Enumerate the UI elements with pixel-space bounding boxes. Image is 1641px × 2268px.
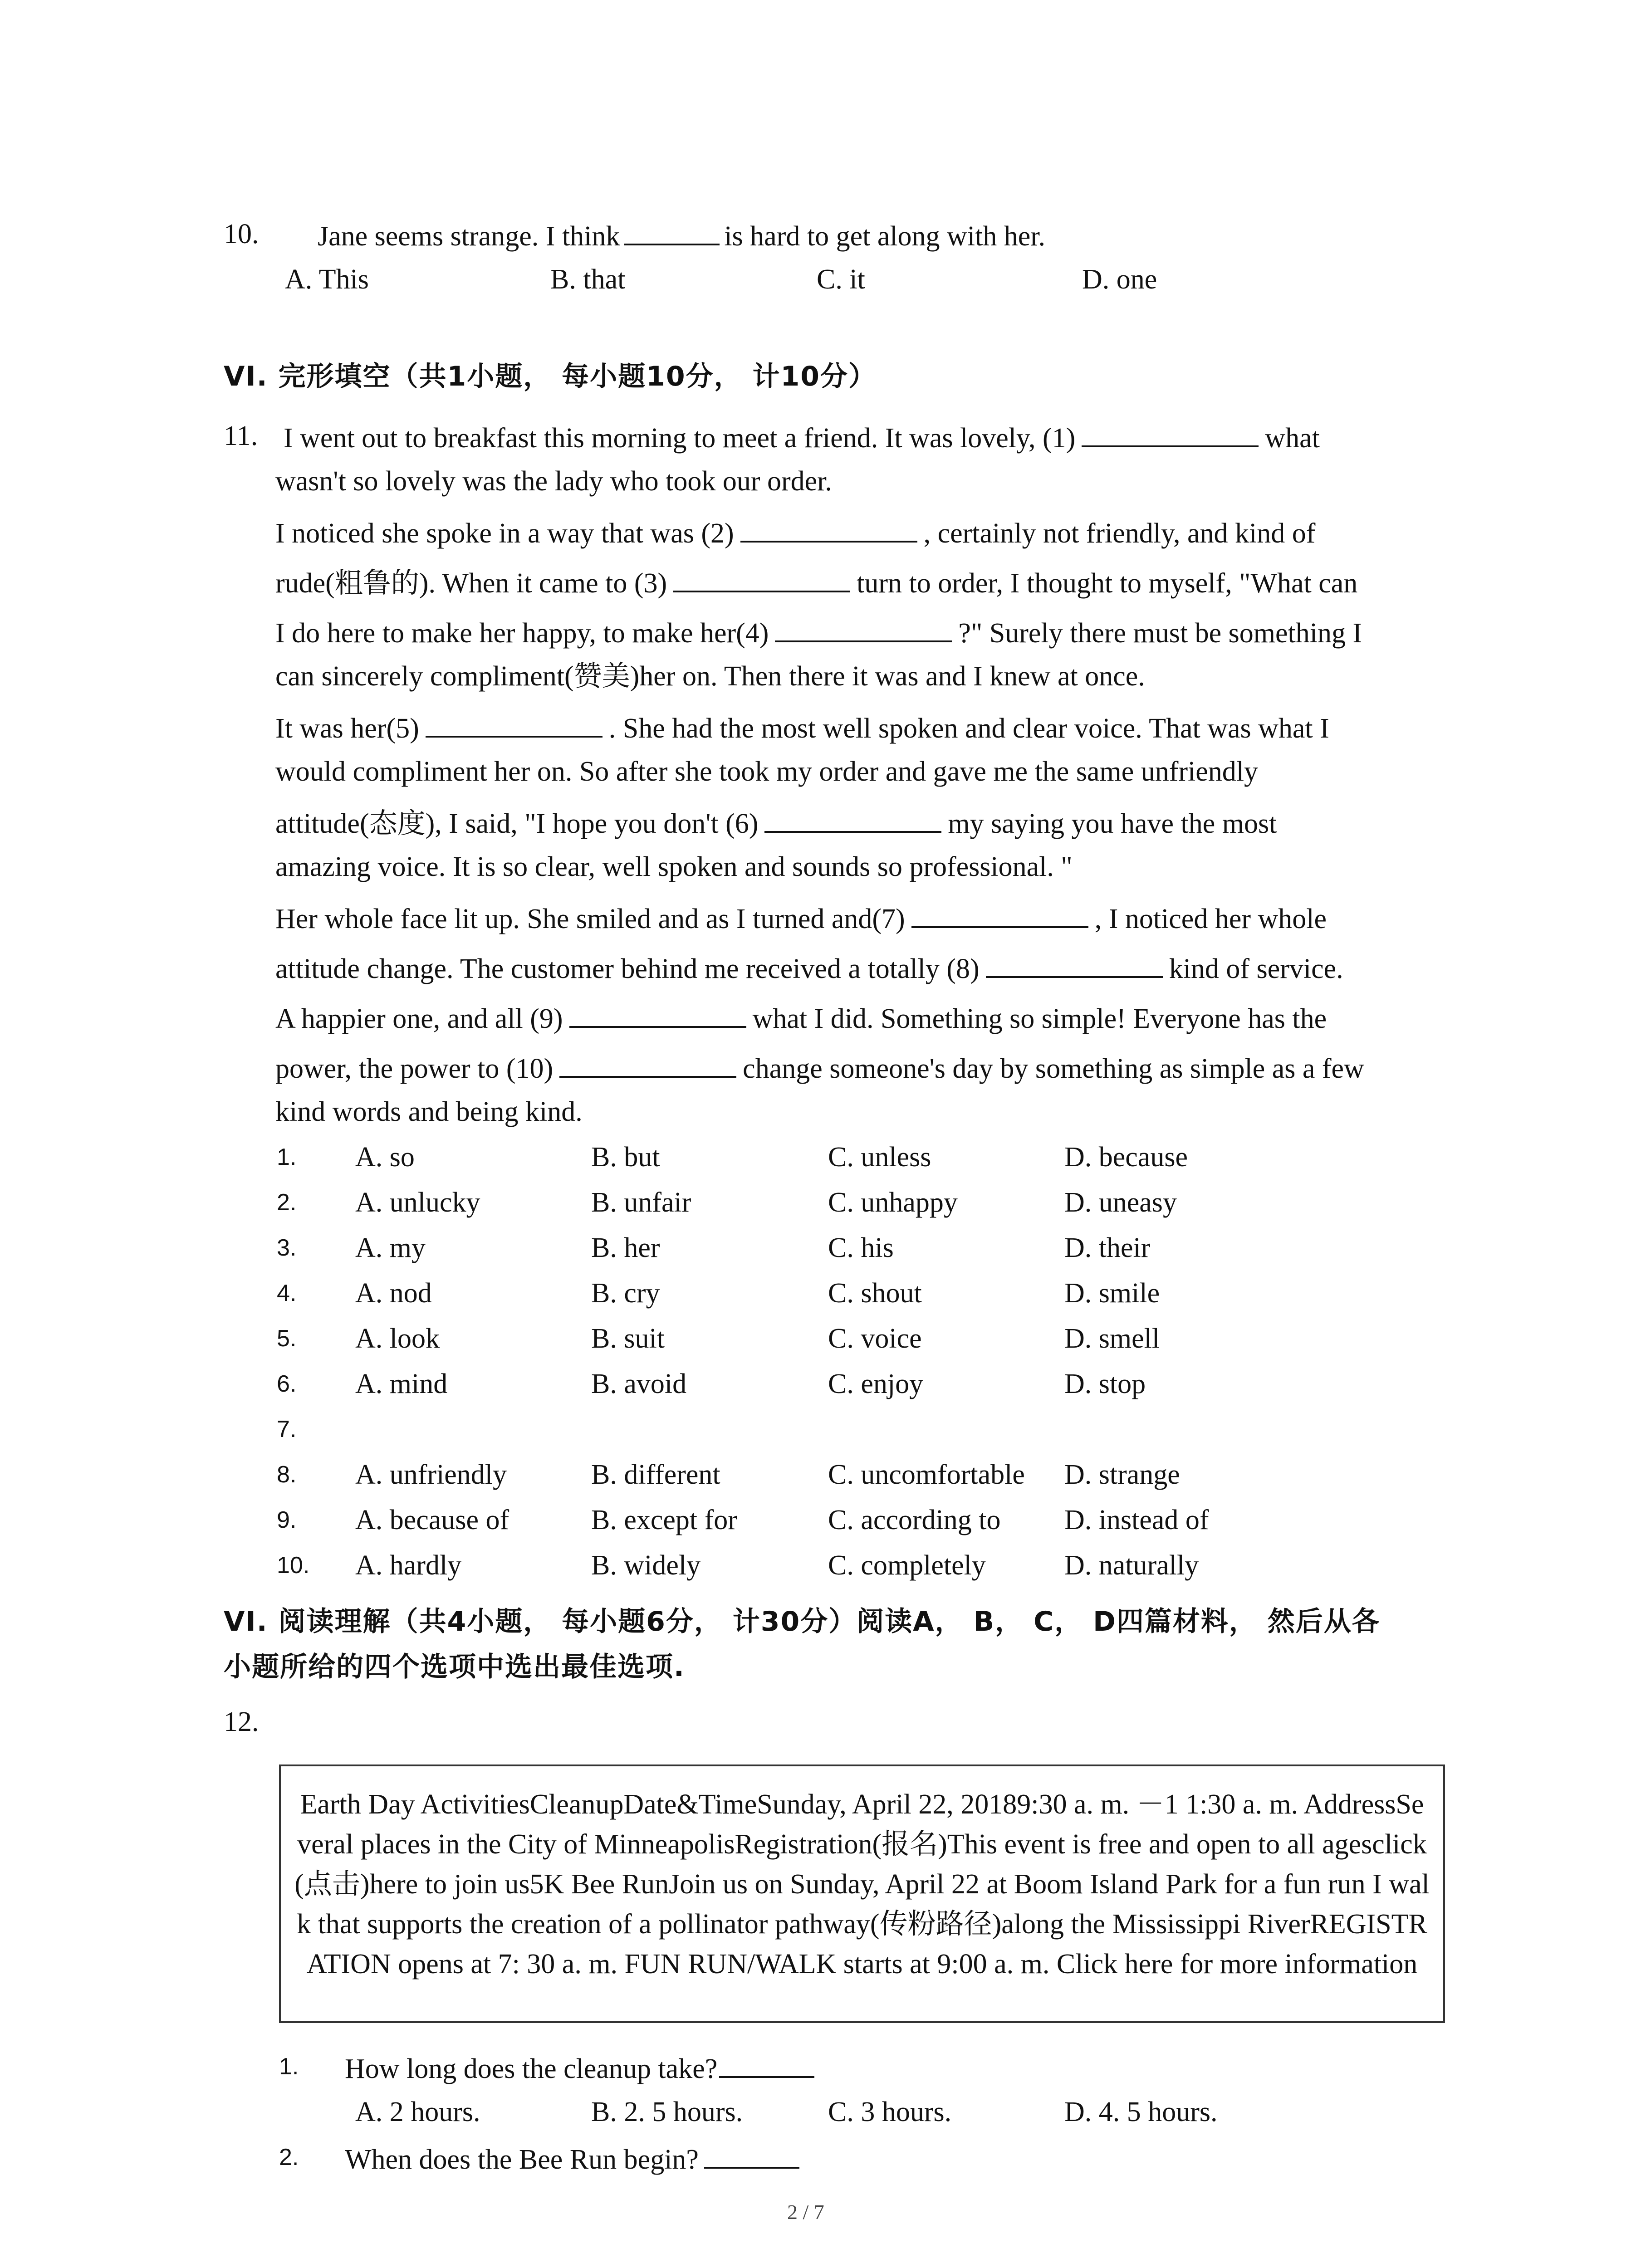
passage-text: . She had the most well spoken and clear voice. That was what I [608,713,1329,744]
option: D. smell [1064,1323,1160,1354]
option: B. her [591,1232,660,1263]
option: D. uneasy [1064,1187,1177,1218]
passage-text: change someone's day by something as simple as a few [743,1053,1364,1084]
answer-blank [426,712,603,738]
option: C. enjoy [828,1369,924,1399]
subquestion-number: 2. [279,2144,299,2170]
passage-text: kind words and being kind. [275,1096,583,1127]
reading-material-box [279,1765,1445,2023]
passage-line [275,758,1258,786]
passage-line [275,567,1357,597]
option: A. look [355,1323,440,1354]
option: B. unfair [591,1187,691,1218]
passage-text: attitude change. The customer behind me received a totally (8) [275,953,980,984]
option-row-number: 1. [277,1144,297,1170]
option: C. completely [828,1550,986,1581]
page-number: 2 / 7 [787,2200,824,2224]
answer-blank [673,567,850,592]
answer-blank [911,903,1088,928]
passage-text: what [1265,423,1320,454]
option: C. uncomfortable [828,1459,1025,1490]
option: D. their [1064,1232,1151,1263]
option: A. because of [355,1505,509,1535]
passage-text: turn to order, I thought to myself, "What can [857,568,1358,599]
question-number: 10. [224,219,259,249]
reading-material-text: Earth Day ActivitiesCleanupDate&TimeSunday, April 22, 20189:30 a. m. －1 1:30 a. m. AddressSeveral places in the City of MinneapolisRegistration(报名)This event is free and open to all agesclick(点击)here to join us5K Bee RunJoin us on Sunday, April 22 at Boom Island Park for a fun run I walk that supports the creation of a pollinator pathway(传粉路径)along the Mississippi RiverREGISTRATION opens at 7: 30 a. m. FUN RUN/WALK starts at 9:00 a. m. Click here for more information [294,1789,1430,1980]
option: C. shout [828,1278,922,1309]
subquestion-number: 1. [279,2053,299,2080]
subquestion-stem [345,2143,804,2174]
section-heading-reading-cont: 小题所给的四个选项中选出最佳选项. [224,1651,685,1683]
passage-text: would compliment her on. So after she took my order and gave me the same unfriendly [275,756,1258,787]
passage-text: what I did. Something so simple! Everyone has the [752,1003,1327,1034]
answer-blank [775,617,952,642]
option: D. one [1082,264,1157,295]
option-row-number: 4. [277,1280,297,1306]
option: B. that [550,264,626,295]
option-row-number: 7. [277,1416,297,1442]
option: C. it [817,264,865,295]
option-row-number: 3. [277,1235,297,1261]
option-row-number: 6. [277,1371,297,1397]
option: D. strange [1064,1459,1180,1490]
passage-text: Her whole face lit up. She smiled and as I turned and(7) [275,904,905,934]
passage-line [275,853,1073,881]
option: C. unhappy [828,1187,958,1218]
passage-line [275,467,832,495]
passage-text: attitude(态度), I said, "I hope you don't (6) [275,808,759,839]
answer-blank [1082,422,1259,447]
passage-line [275,807,1277,838]
option: B. avoid [591,1369,687,1399]
passage-text: , I noticed her whole [1094,904,1327,934]
passage-line [275,662,1145,690]
option: A. mind [355,1369,448,1399]
passage-text: I noticed she spoke in a way that was (2) [275,518,734,549]
stem-text: Jane seems strange. I think [318,221,620,252]
option: C. voice [828,1323,922,1354]
passage-line [275,1002,1327,1033]
option: A. unlucky [355,1187,480,1218]
option: D. stop [1064,1369,1146,1399]
answer-blank [740,517,917,543]
option: A. unfriendly [355,1459,507,1490]
passage-text: It was her(5) [275,713,419,744]
answer-blank [764,807,941,833]
option: D. smile [1064,1278,1160,1309]
passage-text: A happier one, and all (9) [275,1003,563,1034]
stem-text: is hard to get along with her. [724,221,1046,252]
passage-line [275,953,1343,983]
option: B. different [591,1459,720,1490]
option-row-number: 8. [277,1461,297,1488]
passage-line [284,422,1320,452]
option-row-number: 2. [277,1189,297,1216]
section-heading-reading: VI. 阅读理解（共4小题， 每小题6分， 计30分）阅读A， B， C， D四篇材料， 然后从各 [224,1606,1380,1637]
option: B. 2. 5 hours. [591,2097,743,2127]
option: A. nod [355,1278,432,1309]
answer-blank [569,1002,746,1028]
stem-text: How long does the cleanup take? [345,2053,718,2084]
passage-text: ?" Surely there must be something I [958,618,1362,649]
answer-blank [986,953,1163,978]
passage-line [275,1098,583,1126]
passage-text: rude(粗鲁的). When it came to (3) [275,568,667,599]
stem-text: When does the Bee Run begin? [345,2144,699,2175]
passage-text: kind of service. [1169,953,1343,984]
option: C. his [828,1232,894,1263]
passage-text: I do here to make her happy, to make her(4) [275,618,769,649]
option: A. so [355,1142,415,1173]
option: C. according to [828,1505,1001,1535]
option: A. 2 hours. [355,2097,480,2127]
passage-text: power, the power to (10) [275,1053,554,1084]
option: B. except for [591,1505,737,1535]
passage-line [275,903,1327,933]
question-number: 12. [224,1706,259,1737]
option: B. widely [591,1550,701,1581]
option: C. 3 hours. [828,2097,952,2127]
option-row-number: 5. [277,1325,297,1352]
option: D. 4. 5 hours. [1064,2097,1218,2127]
passage-text: can sincerely compliment(赞美)her on. Then there it was and I knew at once. [275,661,1145,692]
passage-line [275,617,1362,647]
passage-text: wasn't so lovely was the lady who took our order. [275,466,832,497]
option: A. hardly [355,1550,462,1581]
option: D. instead of [1064,1505,1209,1535]
section-heading-cloze: VI. 完形填空（共1小题， 每小题10分， 计10分） [224,361,877,392]
subquestion-stem [345,2053,819,2083]
option: A. my [355,1232,426,1263]
option: D. because [1064,1142,1188,1173]
passage-line [275,1052,1364,1083]
option: D. naturally [1064,1550,1199,1581]
passage-line [275,712,1329,743]
passage-text: , certainly not friendly, and kind of [923,518,1316,549]
answer-blank [704,2143,799,2169]
answer-blank [719,2053,814,2078]
option: B. cry [591,1278,660,1309]
answer-blank [624,220,720,245]
option: A. This [285,264,369,295]
passage-text: amazing voice. It is so clear, well spoken and sounds so professional. " [275,851,1073,882]
passage-text: my saying you have the most [948,808,1277,839]
option: B. but [591,1142,660,1173]
option-row-number: 10. [277,1552,310,1579]
option: C. unless [828,1142,931,1173]
passage-text: I went out to breakfast this morning to meet a friend. It was lovely, (1) [284,423,1076,454]
question-stem [318,220,1045,250]
option-row-number: 9. [277,1507,297,1533]
answer-blank [559,1052,736,1078]
passage-line [275,517,1315,547]
question-number: 11. [224,420,258,451]
option: B. suit [591,1323,665,1354]
